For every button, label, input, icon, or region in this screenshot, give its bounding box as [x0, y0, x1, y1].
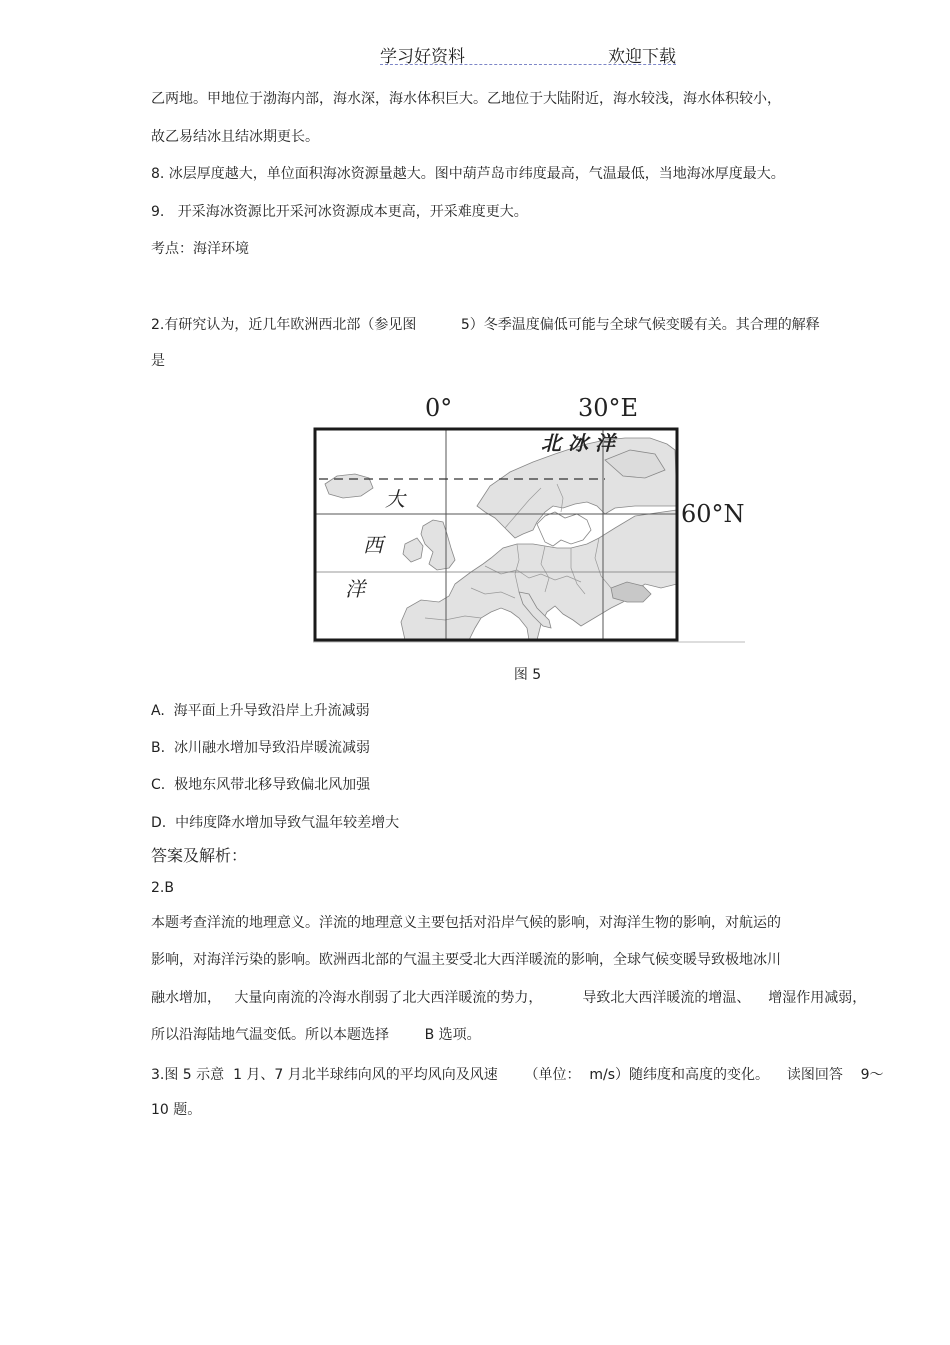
answer-explanation-line1: 本题考查洋流的地理意义。洋流的地理意义主要包括对沿岸气候的影响，对海洋生物的影响，对航运的: [151, 915, 781, 931]
kaodian: 考点：海洋环境: [151, 241, 249, 257]
europe-map-figure: [305, 388, 750, 644]
prev-answer-item9: 9. 开采海冰资源比开采河冰资源成本更高，开采难度更大。: [151, 204, 528, 220]
page-header: [380, 40, 676, 65]
question3-line2: 10 题。: [151, 1102, 202, 1118]
option-a: A. 海平面上升导致沿岸上升流减弱: [151, 703, 370, 719]
answer-explanation-line3: 融水增加， 大量向南流的冷海水削弱了北大西洋暖流的势力， 导致北大西洋暖流的增温、 增湿作用减弱，: [151, 990, 867, 1006]
question2-stem-line1: 2.有研究认为，近几年欧洲西北部（参见图 5）冬季温度偏低可能与全球气候变暖有关。其合理的解释: [151, 317, 820, 333]
lon-label-0: 0°: [425, 394, 453, 422]
answer-explanation-line2: 影响，对海洋污染的影响。欧洲西北部的气温主要受北大西洋暖流的影响，全球气候变暖导致极地冰川: [151, 952, 781, 968]
figure-caption: 图 5: [513, 667, 542, 683]
prev-answer-line2: 故乙易结冰且结冰期更长。: [151, 129, 319, 145]
lat-label-60n: 60°N: [681, 500, 745, 528]
prev-answer-item8: 8. 冰层厚度越大，单位面积海冰资源量越大。图中葫芦岛市纬度最高，气温最低，当地海冰厚度最大。: [151, 166, 785, 182]
header-left-text: 学习好资料: [380, 47, 465, 67]
question2-stem-line2: 是: [151, 353, 165, 369]
lon-label-30e: 30°E: [578, 394, 639, 422]
label-atlantic-yang: 洋: [345, 577, 365, 601]
prev-answer-line1: 乙两地。甲地位于渤海内部，海水深，海水体积巨大。乙地位于大陆附近，海水较浅，海水体积较小，: [151, 91, 781, 107]
option-b: B. 冰川融水增加导致沿岸暖流减弱: [151, 740, 370, 756]
question3-line1: 3.图 5 示意 1 月、7 月北半球纬向风的平均风向及风速 （单位： m/s）随纬度和高度的变化。 读图回答 9～: [151, 1067, 884, 1083]
label-atlantic-da: 大: [385, 487, 405, 511]
answer-key: 2.B: [151, 880, 174, 896]
answer-explanation-line4: 所以沿海陆地气温变低。所以本题选择 B 选项。: [151, 1027, 481, 1043]
header-right-text: 欢迎下载: [608, 47, 676, 67]
option-c: C. 极地东风带北移导致偏北风加强: [151, 777, 371, 793]
label-atlantic-xi: 西: [363, 533, 383, 557]
label-arctic-ocean: 北 冰 洋: [541, 431, 615, 455]
answer-section-title: 答案及解析：: [151, 846, 248, 865]
option-d: D. 中纬度降水增加导致气温年较差增大: [151, 815, 400, 831]
